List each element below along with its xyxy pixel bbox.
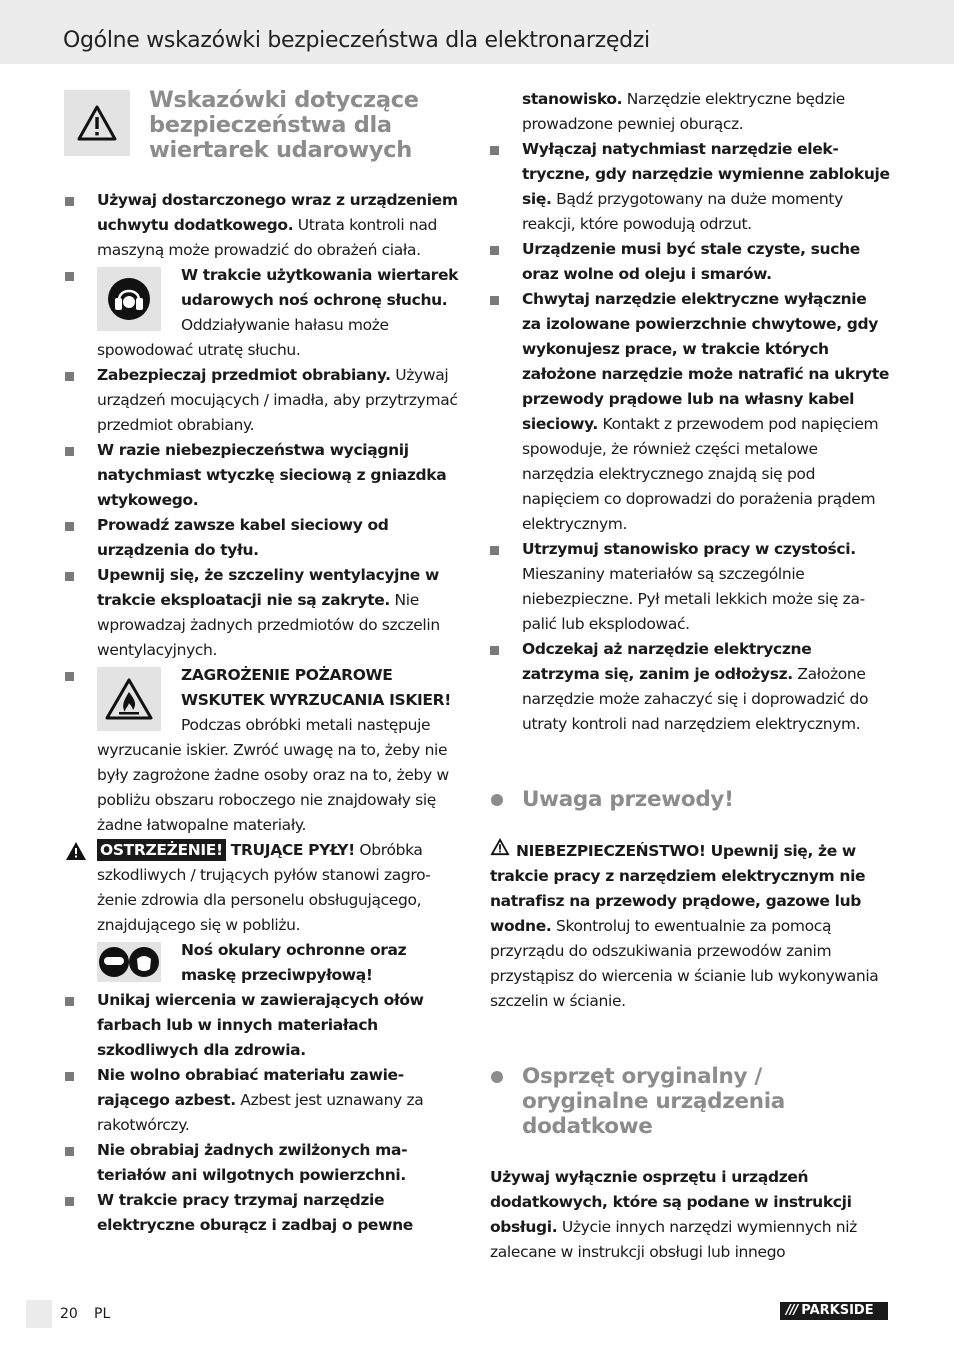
footer-tab — [26, 1300, 52, 1328]
list-item: Odczekaj aż narzędzie elektryczne zatrzyma się, zanim je odłożysz. Założone narzędzie może zahaczyć się i doprowadzić do utraty kontroli nad narzędziem elektrycznym. — [490, 637, 890, 737]
warning-triangle-icon — [65, 841, 87, 869]
list-item: Prowadź zawsze kabel sieciowy od urządzenia do tyłu. — [65, 513, 463, 563]
logo-slashes: /// — [786, 1303, 798, 1318]
bullet-dot-icon — [491, 1071, 503, 1083]
list-item: Wyłączaj natychmiast narzędzie elektryczne, gdy narzędzie wymienne zablokuje się. Bądź przygotowany na duże momenty reakcji, które powodują odrzut. — [490, 137, 890, 237]
section-heading: Osprzęt oryginalny / oryginalne urządzenia dodatkowe — [490, 1064, 890, 1139]
ear-protection-icon — [97, 267, 161, 331]
bullet-dot-icon — [491, 794, 503, 806]
page-number: 20 — [60, 1306, 78, 1322]
goggles-and-mask-icon — [97, 942, 161, 982]
list-item: W razie niebezpieczeństwa wyciągnij natychmiast wtyczkę sieciową z gniazdka wtykowego. — [65, 438, 463, 513]
fire-warning-icon — [97, 667, 161, 731]
language-code: PL — [94, 1306, 111, 1322]
list-item: Nie wolno obrabiać materiału zawierającego azbest. Azbest jest uznawany za rakotwórczy. — [65, 1063, 463, 1138]
section-header — [64, 87, 464, 163]
page-title: Ogólne wskazówki bezpieczeństwa dla elektronarzędzi — [63, 28, 650, 53]
list-item: Unikaj wiercenia w zawierających ołów farbach lub w innych materiałach szkodliwych dla zdrowia. — [65, 988, 463, 1063]
danger-note: NIEBEZPIECZEŃSTWO! Upewnij się, że w trakcie pracy z narzędziem elektrycznym nie natrafisz na przewody prądowe, gazowe lub wodne. Skontroluj to ewentualnie za pomocą przyrządu do odszukiwania przewodów zanim przystąpisz do wiercenia w ścianie lub wykonywania szczelin w ścianie. — [490, 838, 890, 1014]
warning-triangle-icon — [490, 838, 516, 864]
list-item: Zabezpieczaj przedmiot obrabiany. Używaj urządzeń mocujących / imadła, aby przytrzymać przedmiot obrabiany. — [65, 363, 463, 438]
list-item: Chwytaj narzędzie elektryczne wyłącznie za izolowane powierzchnie chwytowe, gdy wykonujesz prace, w trakcie których założone narzędzie może natrafić na ukryte przewody prądowe lub na własny kabel sieciowy. Kontakt z przewodem pod napięciem spowoduje, że również części metalowe narzędzia elektrycznego znajdą się pod napięciem co doprowadzi do porażenia prądem elektrycznym. — [490, 287, 890, 537]
paragraph: Używaj wyłącznie osprzętu i urządzeń dodatkowych, które są podane w instrukcji obsługi. Użycie innych narzędzi wymiennych niż zalecane w instrukcji obsługi lub innego — [490, 1168, 857, 1261]
right-column — [490, 87, 890, 1265]
list-item: Nie obrabiaj żadnych zwilżonych materiałów ani wilgotnych powierzchni. — [65, 1138, 463, 1188]
list-item: Używaj dostarczonego wraz z urządzeniem uchwytu dodatkowego. Utrata kontroli nad maszyną może prowadzić do obrażeń ciała. — [65, 188, 463, 263]
warning-note: OSTRZEŻENIE! TRUJĄCE PYŁY! Obróbka szkodliwych / trujących pyłów stanowi zagrożenie zdrowia dla personelu obsługującego, znajdującego się w pobliżu. — [65, 838, 463, 938]
section-heading: Uwaga przewody! — [490, 787, 890, 812]
list-item: W trakcie użytkowania wiertarek udarowych noś ochronę słuchu. Oddziaływanie hałasu może spowodować utratę słuchu. — [65, 263, 463, 363]
list-item: W trakcie pracy trzymaj narzędzie elektryczne oburącz i zadbaj o pewne — [65, 1188, 463, 1238]
list-item: Urządzenie musi być stale czyste, suche oraz wolne od oleju i smarów. — [490, 237, 890, 287]
list-item: ZAGROŻENIE POŻAROWE WSKUTEK WYRZUCANIA ISKIER! Podczas obróbki metali następuje wyrzucanie iskier. Zwróć uwagę na to, żeby nie były zagrożone żadne osoby oraz na to, żeby w pobliżu obszaru roboczego nie znajdowały się żadne łatwopalne materiały. — [65, 663, 463, 838]
left-column — [65, 188, 463, 1238]
warning-triangle-icon — [64, 90, 130, 156]
list-item: Utrzymuj stanowisko pracy w czystości. Mieszaniny materiałów są szczególnie niebezpieczne. Pył metali lekkich może się zapalić lub eksplodować. — [490, 537, 890, 637]
page-header — [0, 0, 954, 64]
list-item: Noś okulary ochronne oraz maskę przeciwpyłową! — [65, 938, 463, 988]
section-title: Wskazówki dotyczące bezpieczeństwa dla wiertarek udarowych — [149, 87, 419, 163]
list-item: Upewnij się, że szczeliny wentylacyjne w trakcie eksploatacji nie są zakryte. Nie wprowadzaj żadnych przedmiotów do szczelin wentylacyjnych. — [65, 563, 463, 663]
brand-logo: /// PARKSIDE — [780, 1302, 888, 1320]
list-item-continued: stanowisko. Narzędzie elektryczne będzie prowadzone pewniej oburącz. — [522, 90, 845, 133]
